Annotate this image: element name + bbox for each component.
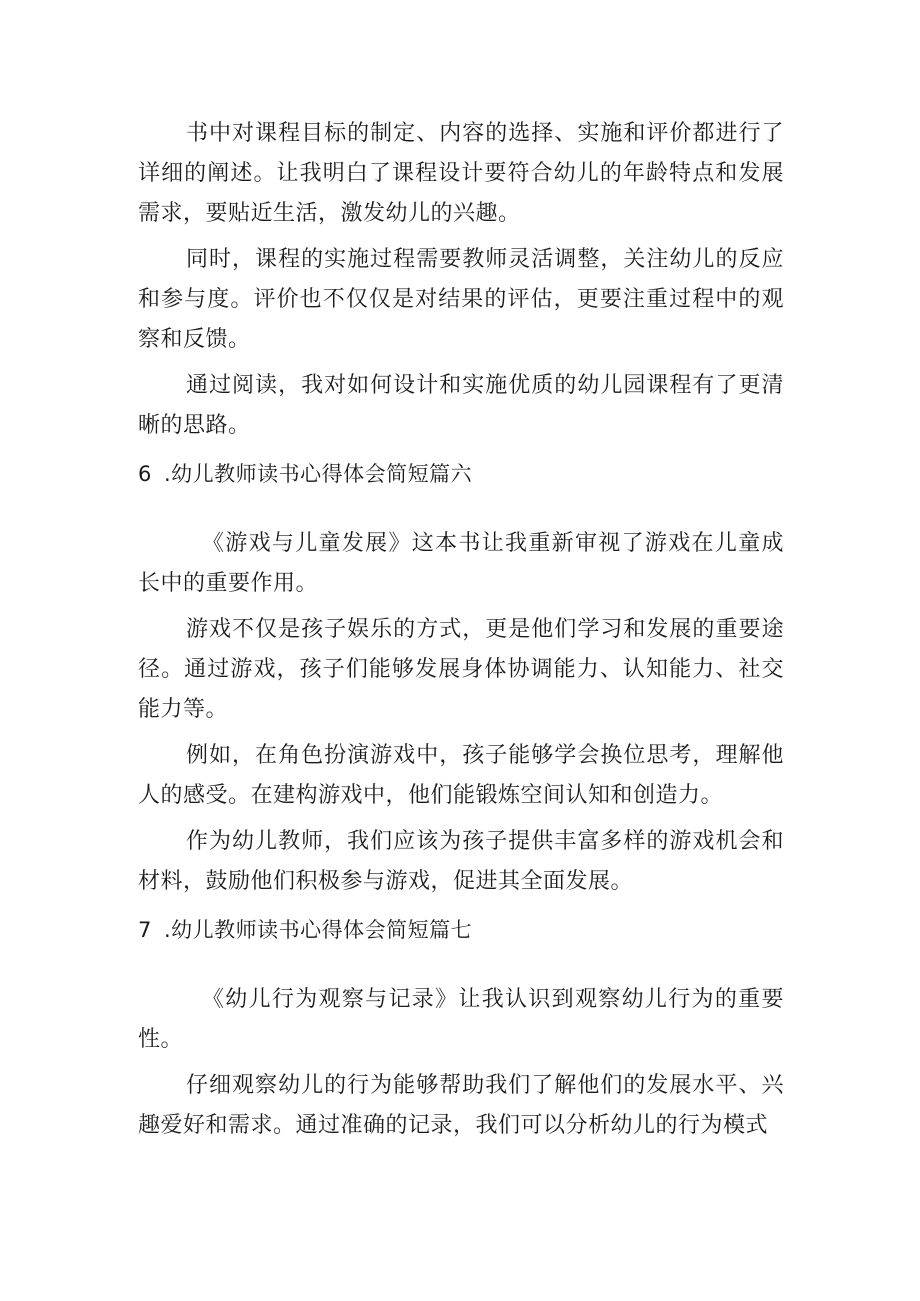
section-heading-6 (138, 454, 784, 494)
document-body (138, 114, 784, 1152)
paragraph: 游戏不仅是孩子娱乐的方式，更是他们学习和发展的重要途径。通过游戏，孩子们能够发展身体协调能力、认知能力、社交能力等。 (138, 617, 784, 722)
section-number: 6 (138, 462, 152, 486)
paragraph: 仔细观察幼儿的行为能够帮助我们了解他们的发展水平、兴趣爱好和需求。通过准确的记录，我们可以分析幼儿的行为模式 (138, 1073, 784, 1138)
paragraph: 例如，在角色扮演游戏中，孩子能够学会换位思考，理解他人的感受。在建构游戏中，他们能锻炼空间认知和创造力。 (138, 743, 784, 808)
paragraph: 作为幼儿教师，我们应该为孩子提供丰富多样的游戏机会和材料，鼓励他们积极参与游戏，促进其全面发展。 (138, 829, 784, 894)
paragraph: 同时，课程的实施过程需要教师灵活调整，关注幼儿的反应和参与度。评价也不仅仅是对结果的评估，更要注重过程中的观察和反馈。 (138, 247, 784, 352)
paragraph: 《游戏与儿童发展》这本书让我重新审视了游戏在儿童成长中的重要作用。 (138, 531, 784, 596)
paragraph: 书中对课程目标的制定、内容的选择、实施和评价都进行了详细的阐述。让我明白了课程设计要符合幼儿的年龄特点和发展需求，要贴近生活，激发幼儿的兴趣。 (138, 121, 784, 226)
paragraph: 《幼儿行为观察与记录》让我认识到观察幼儿行为的重要性。 (138, 987, 784, 1052)
section-title: .幼儿教师读书心得体会简短篇七 (164, 918, 473, 942)
section-title: .幼儿教师读书心得体会简短篇六 (164, 462, 473, 486)
section-heading-7 (138, 910, 784, 950)
paragraph: 通过阅读，我对如何设计和实施优质的幼儿园课程有了更清晰的思路。 (138, 373, 784, 438)
section-number: 7 (138, 918, 152, 942)
